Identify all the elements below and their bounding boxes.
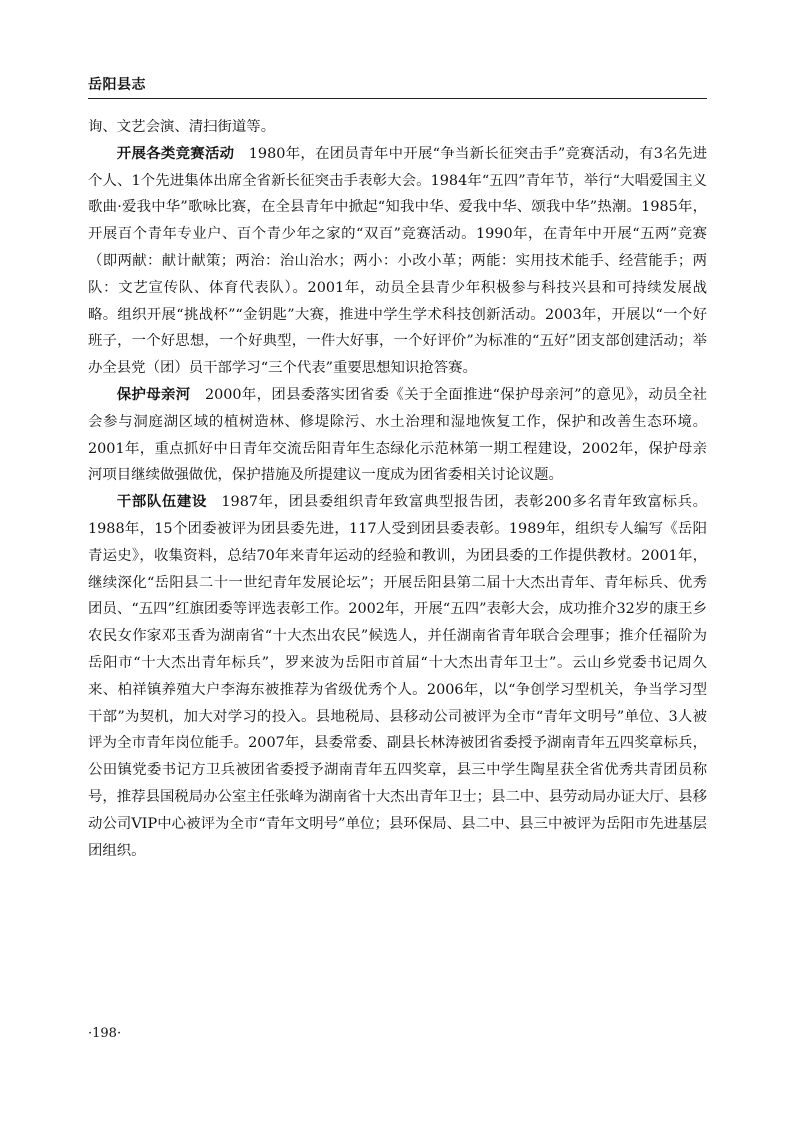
paragraph-text: 1987年，团县委组织青年致富典型报告团，表彰200多名青年致富标兵。1988年，15个团委被评为团县委先进，117人受到团县委表彰。1989年，组织专人编写《岳阳青运史》，收集资料，总结70年来青年运动的经验和教训，为团县委的工作提供教材。2001年，继续深化“岳阳县二十一世纪青年发展论坛”；开展岳阳县第二届十大杰出青年、青年标兵、优秀团员、“五四”红旗团委等评选表彰工作。2002年，开展“五四”表彰大会，成功推介32岁的康王乡农民女作家邓玉香为湖南省“十大杰出农民”候选人，并任湖南省青年联合会理事；推介任福阶为岳阳市“十大杰出青年标兵”，罗来波为岳阳市首届“十大杰出青年卫士”。云山乡党委书记周久来、柏祥镇养殖大户李海东被推荐为省级优秀个人。2006年，以“争创学习型机关，争当学习型干部”为契机，加大对学习的投入。县地税局、县移动公司被评为全市“青年文明号”单位、3人被评为全市青年岗位能手。2007年，县委常委、副县长林涛被团省委授予湖南青年五四奖章标兵，公田镇党委书记方卫兵被团省委授予湖南青年五四奖章，县三中学生陶星获全省优秀共青团员称号，推荐县国税局办公室主任张峰为湖南省十大杰出青年卫士；县二中、县劳动局办证大厅、县移动公司VIP中心被评为全市“青年文明号”单位；县环保局、县二中、县三中被评为岳阳市先进基层团组织。 xyxy=(88,494,707,859)
page-number: ·198· xyxy=(88,1026,122,1041)
header-rule xyxy=(88,98,707,99)
paragraph-text: 询、文艺会演、清扫街道等。 xyxy=(88,119,276,135)
paragraph-cadre-building xyxy=(88,489,707,864)
paragraph-mother-river xyxy=(88,382,707,489)
section-title-competitions: 开展各类竞赛活动 xyxy=(116,145,235,162)
paragraph-text: 2000年，团县委落实团省委《关于全面推进“保护母亲河”的意见》，动员全社会参与洞庭湖区域的植树造林、修堤除污、水土治理和湿地恢复工作，保护和改善生态环境。2001年，重点抓好中日青年交流岳阳青年生态绿化示范林第一期工程建设，2002年，保护母亲河项目继续做强做优，保护措施及所提建议一度成为团省委相关讨论议题。 xyxy=(88,386,707,484)
section-title-cadre-building: 干部队伍建设 xyxy=(116,494,207,511)
paragraph-competitions xyxy=(88,141,707,382)
body-text xyxy=(88,114,707,864)
running-header: 岳阳县志 xyxy=(88,77,146,93)
paragraph-continuation xyxy=(88,114,707,141)
section-title-mother-river: 保护母亲河 xyxy=(116,386,191,403)
paragraph-text: 1980年，在团员青年中开展“争当新长征突击手”竞赛活动，有3名先进个人、1个先进集体出席全省新长征突击手表彰大会。1984年“五四”青年节，举行“大唱爱国主义歌曲·爱我中华”歌咏比赛，在全县青年中掀起“知我中华、爱我中华、颂我中华”热潮。1985年，开展百个青年专业户、百个青少年之家的“双百”竞赛活动。1990年，在青年中开展“五两”竞赛（即两献：献计献策；两治：治山治水；两小：小改小革；两能：实用技术能手、经营能手；两队：文艺宣传队、体育代表队）。2001年，动员全县青少年积极参与科技兴县和可持续发展战略。组织开展“挑战杯”“金钥匙”大赛，推进中学生学术科技创新活动。2003年，开展以“一个好班子，一个好思想，一个好典型，一件大好事，一个好评价”为标准的“五好”团支部创建活动；举办全县党（团）员干部学习“三个代表”重要思想知识抢答赛。 xyxy=(88,145,707,377)
